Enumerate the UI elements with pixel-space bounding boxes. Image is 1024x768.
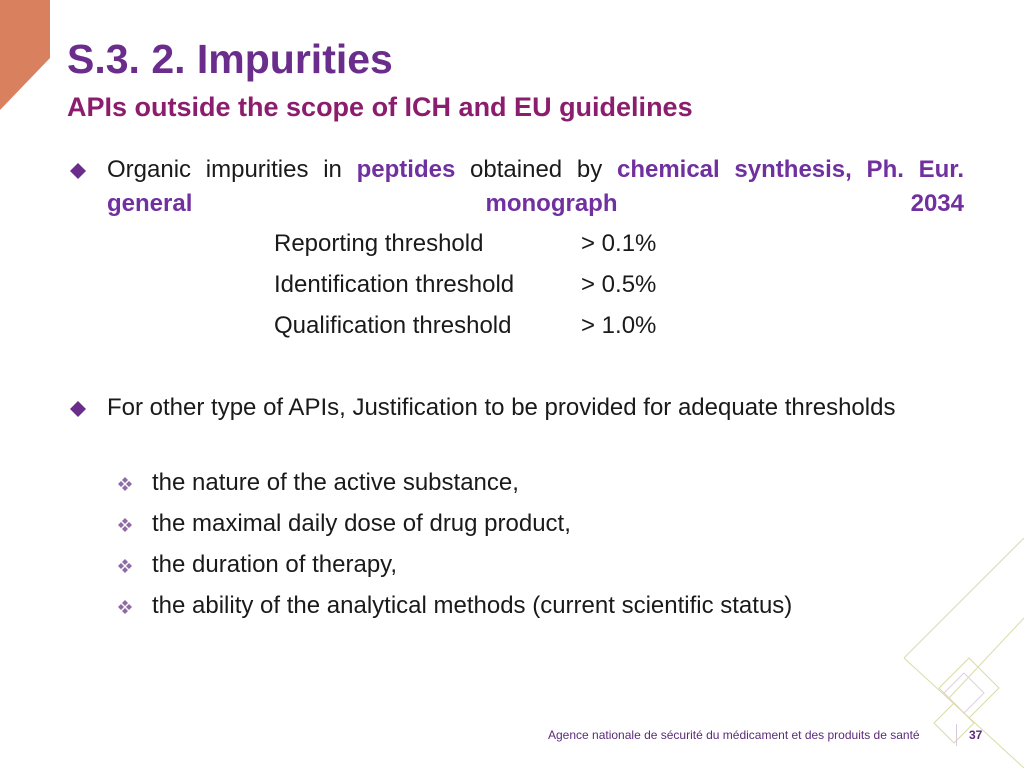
threshold-row-qualification [274, 309, 656, 343]
page-number: 37 [969, 728, 983, 742]
sub-item: the maximal daily dose of drug product, [117, 507, 571, 541]
threshold-row-identification [274, 268, 656, 302]
threshold-label: Identification threshold [274, 271, 515, 298]
sub-item: the nature of the active substance, [117, 466, 519, 500]
sub-item: the duration of therapy, [117, 548, 397, 582]
bullet-peptides [70, 153, 964, 221]
bullet-other-apis-text: For other type of APIs, Justification to be provided for adequate thresholds [107, 394, 896, 421]
threshold-label: Reporting threshold [274, 230, 484, 257]
threshold-value: > 0.5% [581, 271, 657, 298]
threshold-value: > 1.0% [581, 312, 657, 339]
corner-decoration [0, 0, 60, 120]
threshold-row-reporting [274, 227, 656, 261]
footer-divider [956, 724, 957, 746]
bullet-other-apis [70, 391, 964, 425]
page-subtitle: APIs outside the scope of ICH and EU guidelines [67, 92, 693, 122]
threshold-label: Qualification threshold [274, 312, 512, 339]
footer-agency: Agence nationale de sécurité du médicament et des produits de santé [548, 728, 920, 742]
sub-item: the ability of the analytical methods (current scientific status) [117, 589, 792, 623]
four-diamond-bullet-icon [117, 517, 133, 533]
four-diamond-bullet-icon [117, 558, 133, 574]
diamond-bullet-icon [70, 401, 86, 417]
page-title: S.3. 2. Impurities [67, 36, 393, 82]
diamond-bullet-icon [70, 163, 86, 179]
four-diamond-bullet-icon [117, 599, 133, 615]
bullet-peptides-text: Organic impurities in peptides obtained by chemical synthesis, Ph. Eur. general monograph 2034 [107, 156, 964, 217]
threshold-value: > 0.1% [581, 230, 657, 257]
four-diamond-bullet-icon [117, 476, 133, 492]
